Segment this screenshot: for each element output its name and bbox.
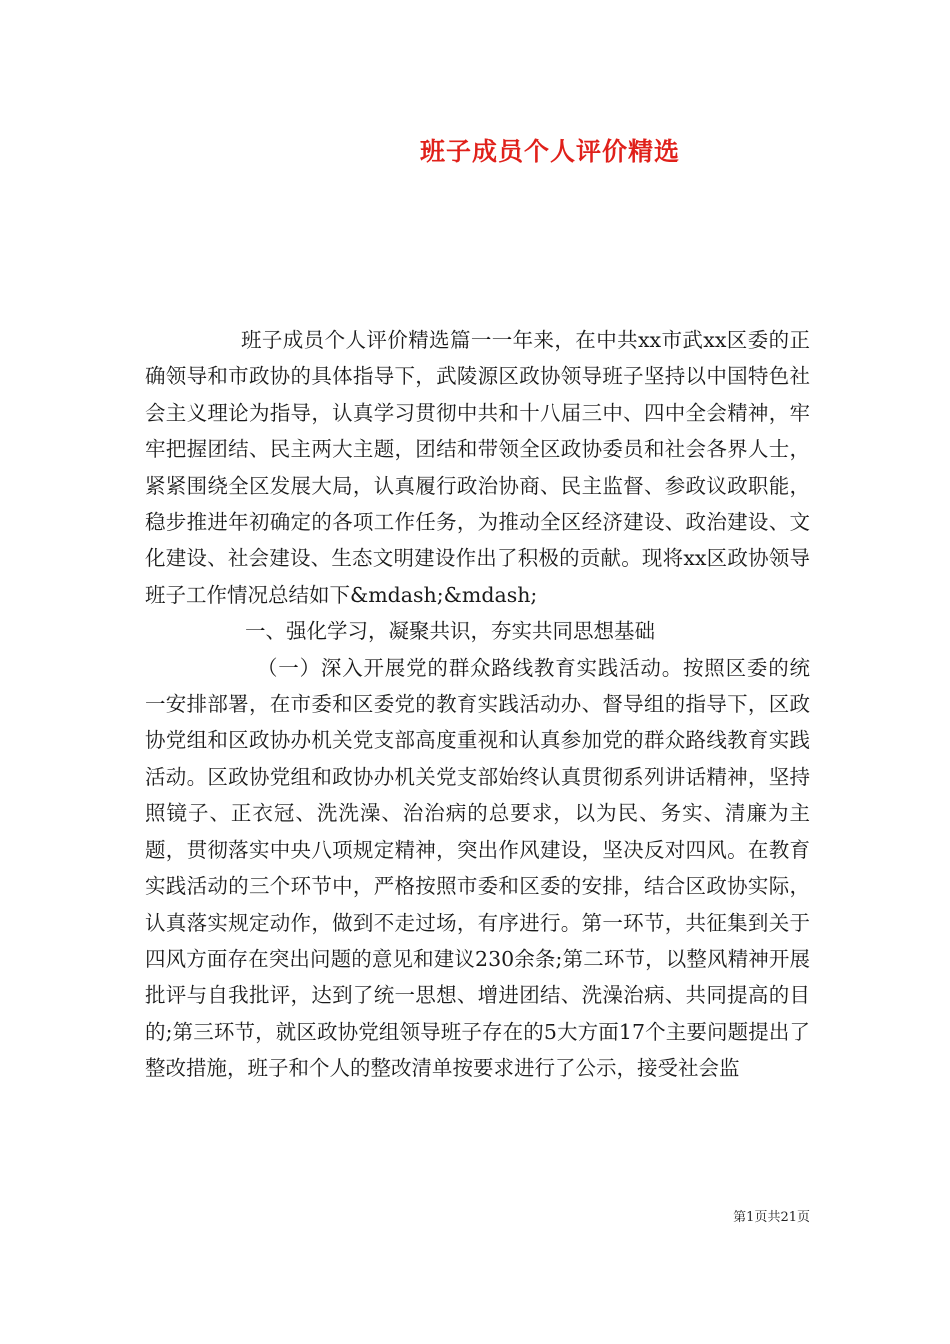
section-heading: 一、强化学习，凝聚共识，夯实共同思想基础 (245, 619, 655, 644)
document-title: 班子成员个人评价精选 (419, 137, 680, 166)
page-number: 第1页共21页 (733, 1210, 810, 1225)
paragraph-intro: 班子成员个人评价精选篇一一年来，在中共xx市武xx区委的正确领导和市政协的具体指导下，武陵源区政协领导班子坚持以中国特色社会主义理论为指导，认真学习贯彻中共和十八届三中、四中全会精神，牢牢把握团结、民主两大主题，团结和带领全区政协委员和社会各界人士，紧紧围绕全区发展大局，认真履行政治协商、民主监督、参政议政职能，稳步推进年初确定的各项工作任务，为推动全区经济建设、政治建设、文化建设、社会建设、生态文明建设作出了积极的贡献。现将xx区政协领导班子工作情况总结如下&mdash;&mdash; (145, 328, 810, 607)
paragraph-subsection-1: （一）深入开展党的群众路线教育实践活动。按照区委的统一安排部署，在市委和区委党的教育实践活动办、督导组的指导下，区政协党组和区政协办机关党支部高度重视和认真参加党的群众路线教育实践活动。区政协党组和政协办机关党支部始终认真贯彻系列讲话精神，坚持照镜子、正衣冠、洗洗澡、治治病的总要求，以为民、务实、清廉为主题，贯彻落实中央八项规定精神，突出作风建设，坚决反对四风。在教育实践活动的三个环节中，严格按照市委和区委的安排，结合区政协实际，认真落实规定动作，做到不走过场，有序进行。第一环节，共征集到关于四风方面存在突出问题的意见和建议230余条;第二环节，以整风精神开展批评与自我批评，达到了统一思想、增进团结、洗澡治病、共同提高的目的;第三环节，就区政协党组领导班子存在的5大方面17个主要问题提出了整改措施，班子和个人的整改清单按要求进行了公示，接受社会监 (145, 655, 810, 1081)
document-body (145, 322, 810, 1087)
